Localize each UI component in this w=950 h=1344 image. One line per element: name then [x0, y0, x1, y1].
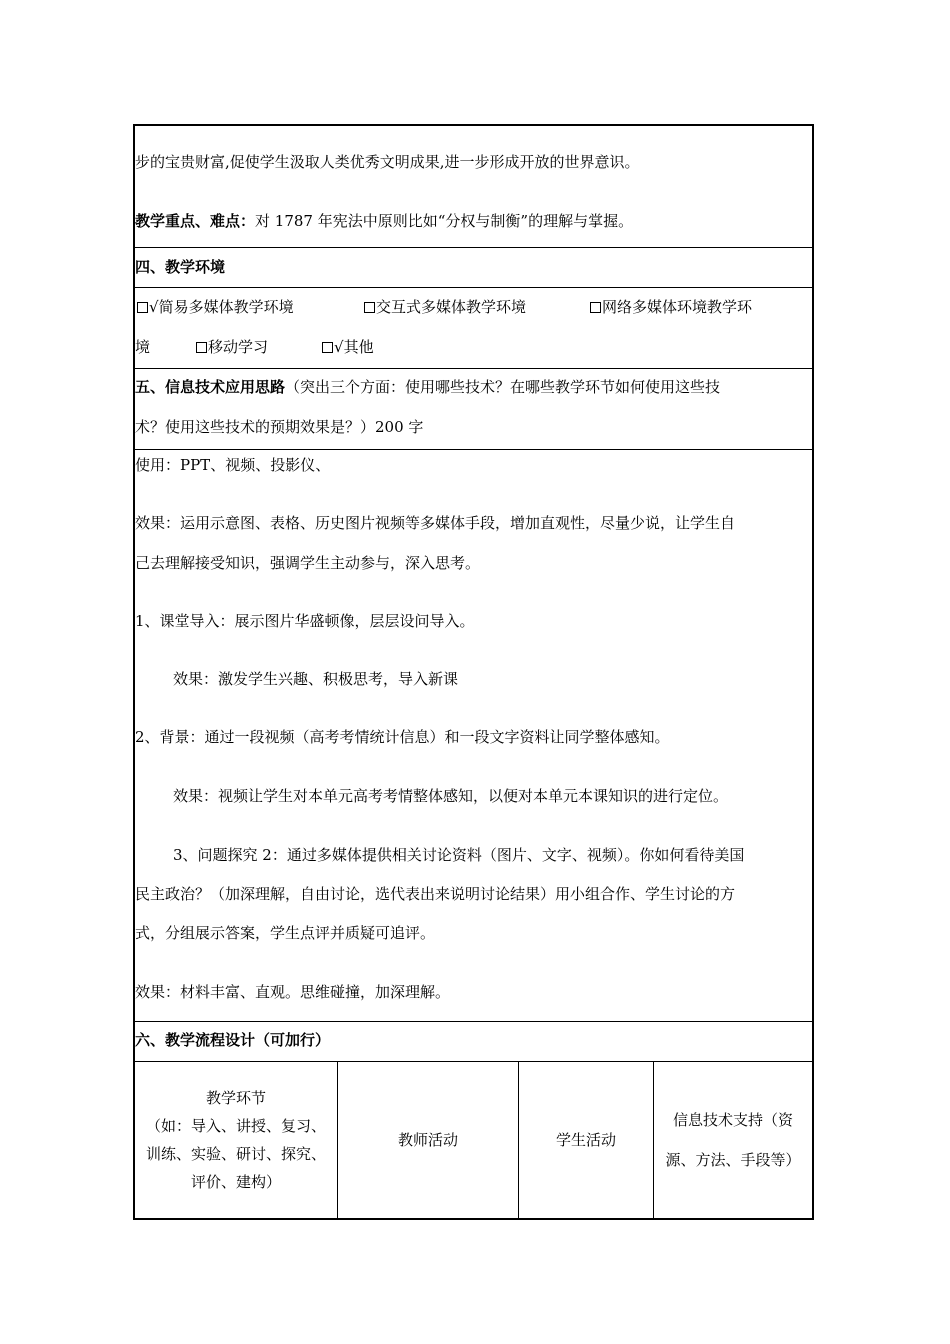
checkbox-icon	[137, 302, 148, 313]
environment-header-row	[135, 248, 812, 288]
key-points-text: 对 1787 年宪法中原则比如“分权与制衡”的理解与掌握。	[255, 212, 634, 230]
option-label: 网络多媒体环境教学环	[602, 298, 753, 316]
check-mark: √	[149, 298, 159, 316]
it-application-title: 五、信息技术应用思路	[135, 378, 286, 396]
item3-line1: 3、问题探究 2：通过多媒体提供相关讨论资料（图片、文字、视频）。你如何看待美国	[173, 846, 745, 864]
item3-line2: 民主政治？（加深理解，自由讨论，选代表出来说明讨论结果）用小组合作、学生讨论的方	[135, 885, 736, 903]
check-mark: √	[334, 338, 344, 356]
stage-header-line: （如：导入、讲授、复习、	[145, 1117, 326, 1135]
stage-header-line: 训练、实验、研讨、探究、	[145, 1145, 326, 1163]
option-other[interactable]	[322, 337, 374, 357]
teaching-goals-row	[135, 126, 812, 248]
it-support-header-line: 信息技术支持（资	[672, 1111, 793, 1129]
column-header-student: 学生活动	[519, 1062, 654, 1218]
key-points	[135, 211, 633, 231]
effect-line1: 效果：运用示意图、表格、历史图片视频等多媒体手段，增加直观性，尽量少说，让学生自	[135, 514, 736, 532]
flow-design-header-row	[135, 1022, 812, 1062]
it-application-title-line2: 术？使用这些技术的预期效果是？）200 字	[135, 418, 424, 436]
column-header-stage	[135, 1062, 338, 1218]
goal-text: 步的宝贵财富,促使学生汲取人类优秀文明成果,进一步形成开放的世界意识。	[135, 153, 640, 171]
stage-header-line: 评价、建构）	[190, 1173, 281, 1191]
item1-text: 1、课堂导入：展示图片华盛顿像，层层设问导入。	[135, 612, 475, 630]
lesson-plan-table	[133, 124, 814, 1220]
it-support-header-line: 源、方法、手段等）	[665, 1151, 801, 1169]
stage-header-line: 教学环节	[205, 1089, 266, 1107]
checkbox-icon	[196, 342, 207, 353]
option-wrap-char: 境	[135, 338, 151, 356]
option-simple-multimedia[interactable]	[137, 297, 294, 317]
option-label: 交互式多媒体教学环境	[376, 298, 527, 316]
checkbox-icon	[590, 302, 601, 313]
column-header-teacher: 教师活动	[338, 1062, 519, 1218]
item1-effect: 效果：激发学生兴趣、积极思考，导入新课	[173, 670, 459, 688]
item2-text: 2、背景：通过一段视频（高考考情统计信息）和一段文字资料让同学整体感知。	[135, 728, 670, 746]
it-application-note: （突出三个方面：使用哪些技术？在哪些教学环节如何使用这些技	[285, 378, 721, 396]
environment-title: 四、教学环境	[135, 258, 226, 276]
option-mobile-learning[interactable]	[196, 337, 268, 357]
column-header-it-support	[654, 1062, 812, 1218]
option-label: 移动学习	[208, 338, 269, 356]
option-interactive-multimedia[interactable]	[364, 297, 526, 317]
use-text: 使用：PPT、视频、投影仪、	[135, 456, 331, 474]
item3-line3: 式，分组展示答案，学生点评并质疑可追评。	[135, 924, 436, 942]
checkbox-icon	[364, 302, 375, 313]
flow-design-columns-row	[135, 1062, 812, 1218]
final-effect: 效果：材料丰富、直观。思维碰撞，加深理解。	[135, 983, 451, 1001]
option-network-multimedia[interactable]	[590, 297, 752, 317]
it-application-title-line1	[135, 377, 720, 397]
checkbox-icon	[322, 342, 333, 353]
it-application-body-row	[135, 450, 812, 1022]
environment-options-row	[135, 288, 812, 369]
key-points-label: 教学重点、难点：	[135, 212, 256, 230]
effect-line2: 己去理解接受知识，强调学生主动参与，深入思考。	[135, 554, 481, 572]
option-label: 其他	[343, 338, 374, 356]
flow-design-title: 六、教学流程设计（可加行）	[135, 1031, 331, 1049]
option-label: 简易多媒体教学环境	[158, 298, 294, 316]
item2-effect: 效果：视频让学生对本单元高考考情整体感知，以便对本单元本课知识的进行定位。	[173, 787, 729, 805]
it-application-header-row	[135, 369, 812, 450]
